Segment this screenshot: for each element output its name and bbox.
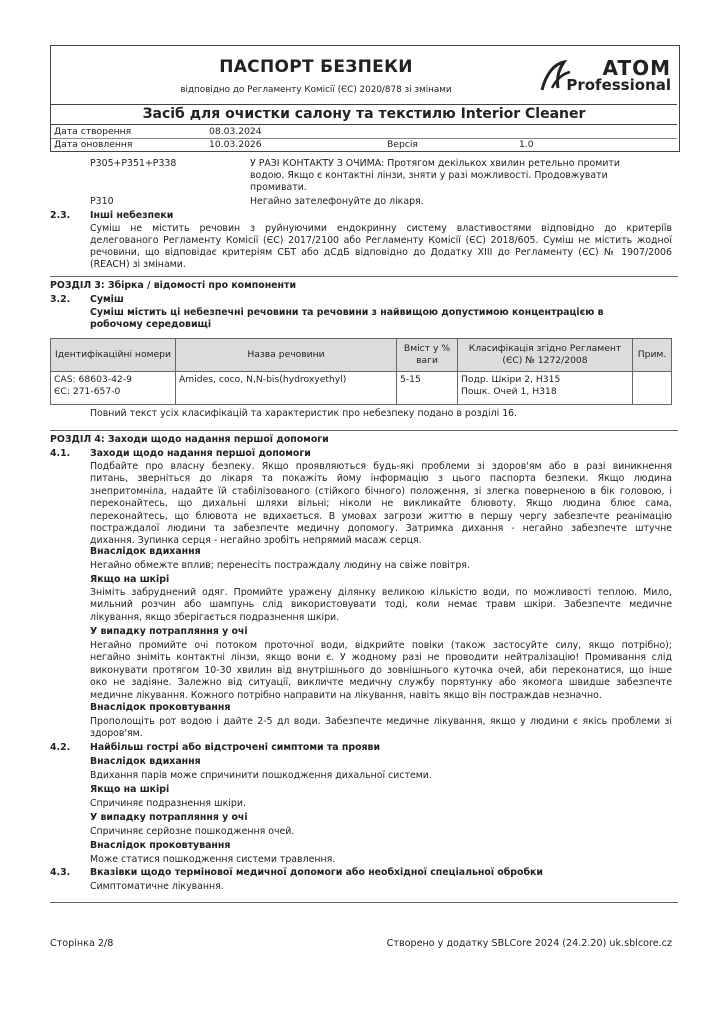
- paragraph-line: Суміш не містить речовин з руйнуючими ендокринну систему властивостями відповідно до критеріїв: [90, 223, 672, 234]
- components-table: [50, 338, 672, 405]
- updated-value: 10.03.2026: [209, 139, 262, 150]
- subheading: Якщо на шкірі: [90, 574, 170, 585]
- paragraph-line: Спричиняє подразнення шкіри.: [90, 798, 246, 809]
- subheading: Внаслідок вдихання: [90, 546, 201, 557]
- software-credit: Створено у додатку SBLCore 2024 (24.2.20) uk.sblcore.cz: [386, 938, 672, 949]
- precaution-text: промивати.: [250, 182, 307, 193]
- precaution-code: P305+P351+P338: [90, 158, 177, 169]
- section-note: Суміш містить ці небезпечні речовини та речовини з найвищою допустимою концентрацією в: [90, 307, 604, 318]
- section-heading: Заходи щодо надання першої допомоги: [90, 448, 311, 459]
- paragraph-line: Зніміть забруднений одяг. Промийте уражену ділянку великою кількістю води, по можливості теплою. Мило,: [90, 587, 672, 598]
- paragraph-line: постраждалої людини та забезпечте медичну допомогу. Затримка дихання - негайно забезпечте штучне: [90, 523, 672, 534]
- section-heading: Інші небезпеки: [90, 210, 174, 221]
- subheading: Внаслідок проковтування: [90, 702, 231, 713]
- subheading: У випадку потрапляння у очі: [90, 626, 248, 637]
- section-heading: Суміш: [90, 294, 124, 305]
- paragraph-line: виконувати протягом 10-30 хвилин від внутрішнього до зовнішнього куточка очей, аби переконатися, що інше: [90, 664, 672, 676]
- paragraph-line: Вдихання парів може спричинити пошкодження дихальної системи.: [90, 770, 432, 781]
- cas-number: CAS: 68603-42-9: [54, 374, 132, 385]
- paragraph-line: Симптоматичне лікування.: [90, 881, 224, 892]
- paragraph-line: негайно зніміть контактні лінзи, якщо вони є. У жодному разі не проводити нейтралізацію! Промивання слід: [90, 652, 672, 664]
- created-row: [51, 125, 677, 139]
- table-cell: [51, 372, 176, 405]
- atom-logo: [536, 56, 671, 96]
- paragraph-line: питань, зверніться до лікаря та покажіть йому інформацію з цього паспорта безпеки. Якщо людина: [90, 473, 672, 485]
- paragraph-line: переконайтесь, що блювота не вдихається. В умовах загрози життю в першу чергу забезпечте реанімацію: [90, 510, 672, 522]
- created-label: Дата створення: [54, 126, 132, 137]
- section-number: 4.3.: [50, 867, 71, 878]
- section-heading: Найбільш гострі або відстрочені симптоми та прояви: [90, 742, 381, 753]
- column-header: Класифікація згідно Регламент (ЄС) № 1272/2008: [458, 339, 633, 372]
- paragraph-line: дихання. Зупинка серця - негайно зробіть непрямий масаж серця.: [90, 535, 422, 547]
- logo-wordmark: ATOM: [602, 56, 671, 80]
- updated-label: Дата оновлення: [54, 139, 133, 150]
- section-title: РОЗДІЛ 3: Збірка / відомості про компоненти: [50, 280, 297, 291]
- document-title: ПАСПОРТ БЕЗПЕКИ: [219, 57, 413, 77]
- product-name: Засіб для очистки салону та текстилю Interior Cleaner: [51, 104, 677, 125]
- paragraph-line: Може статися пошкодження системи травлення.: [90, 854, 336, 865]
- precaution-text: Негайно зателефонуйте до лікаря.: [250, 196, 424, 207]
- precaution-text: У РАЗІ КОНТАКТУ З ОЧИМА: Протягом декількох хвилин ретельно промити: [250, 158, 620, 169]
- table-cell: [633, 372, 672, 405]
- column-header: Прим.: [633, 339, 672, 372]
- paragraph-line: Негайно обмежте вплив; перенесіть постраждалу людину на свіже повітря.: [90, 560, 470, 571]
- paragraph-line: медичне лікування. Кожного потрібно направити на лікування, навіть якщо він постраждав незначно.: [90, 689, 602, 701]
- classification-line: Подр. Шкіри 2, H315: [461, 374, 561, 385]
- paragraph-line: знепритомніла, надайте їй стабілізованого (стійкого бічного) положення, зі злегка поверненою в бік головою, і: [90, 485, 672, 497]
- section-note: робочому середовищі: [90, 319, 212, 330]
- paragraph-line: здоров'ям.: [90, 728, 143, 740]
- column-header: Вміст у % ваги: [397, 339, 458, 372]
- paragraph-line: лікування, якщо зберігається подразнення шкіри.: [90, 611, 340, 623]
- table-row: [51, 372, 672, 405]
- paragraph-line: (REACH) зі змінами.: [90, 259, 186, 270]
- subheading: Якщо на шкірі: [90, 784, 170, 795]
- paragraph-line: делегованого Регламенту Комісії (ЄС) 2017/2100 або Регламенту Комісії (ЄС) 2018/605. Суміш не містить жодної: [90, 235, 672, 246]
- updated-row: [51, 138, 677, 151]
- paragraph-line: мильний розчин або шампунь слід використовувати тоді, коли немає травм шкіри. Забезпечте медичне: [90, 599, 672, 611]
- table-header-row: [51, 339, 672, 372]
- subheading: Внаслідок проковтування: [90, 840, 231, 851]
- section-number: 2.3.: [50, 210, 71, 221]
- section-divider: [50, 276, 678, 277]
- logo-tagline: Professional: [566, 76, 671, 94]
- ec-number: ЄС: 271-657-0: [54, 386, 121, 397]
- precaution-text: водою. Якщо є контактні лінзи, зняти у разі можливості. Продовжувати: [250, 170, 608, 181]
- paragraph-line: речовини, що відповідає критеріям СБТ або дСдБ відповідно до Додатку XIII до Регламенту (ЄС) № 1907/2006: [90, 247, 672, 258]
- paragraph-line: Прополощіть рот водою і дайте 2-5 дл води. Забезпечте медичне лікування, якщо у людини є якісь проблеми зі: [90, 716, 672, 727]
- table-cell: Amides, coco, N,N-bis(hydroxyethyl): [176, 372, 397, 405]
- document-subtitle: відповідно до Регламенту Комісії (ЄС) 2020/878 зі змінами: [180, 85, 452, 95]
- paragraph-line: переконайтесь, що дихальні шляхи вільні; ніколи не викликайте блювоту. Якщо людина блює сама,: [90, 498, 672, 510]
- section-heading: Вказівки щодо термінової медичної допомоги або необхідної спеціальної обробки: [90, 867, 543, 878]
- section-divider: [50, 430, 678, 431]
- version-value: 1.0: [519, 139, 534, 150]
- page-number: Сторінка 2/8: [50, 938, 114, 949]
- section-number: 3.2.: [50, 294, 71, 305]
- column-header: Назва речовини: [176, 339, 397, 372]
- paragraph-line: око не задіяне. Залежно від ситуації, викличте медичну службу порятунку або якомога швидше забезпечте: [90, 677, 672, 689]
- table-cell: [458, 372, 633, 405]
- table-cell: 5-15: [397, 372, 458, 405]
- paragraph-line: Негайно промийте очі потоком проточної води, відкрийте повіки (також застосуйте силу, якщо потрібно);: [90, 640, 672, 651]
- classification-note: Повний текст усіх класифікацій та характеристик про небезпеку подано в розділі 16.: [90, 408, 518, 419]
- section-number: 4.2.: [50, 742, 71, 753]
- created-value: 08.03.2024: [209, 126, 262, 137]
- column-header: Ідентифікаційні номери: [51, 339, 176, 372]
- subheading: Внаслідок вдихання: [90, 756, 201, 767]
- version-label: Версія: [387, 139, 418, 150]
- document-header: [50, 45, 680, 152]
- classification-line: Пошк. Очей 1, H318: [461, 386, 557, 397]
- paragraph-line: Спричиняє серйозне пошкодження очей.: [90, 826, 295, 837]
- precaution-code: P310: [90, 196, 114, 207]
- section-number: 4.1.: [50, 448, 71, 459]
- page-bottom-divider: [50, 902, 678, 903]
- header-title-area: [51, 46, 677, 105]
- paragraph-line: Подбайте про власну безпеку. Якщо проявляються будь-які проблеми зі здоров'ям або в разі виникнення: [90, 461, 672, 472]
- section-title: РОЗДІЛ 4: Заходи щодо надання першої допомоги: [50, 434, 329, 445]
- subheading: У випадку потрапляння у очі: [90, 812, 248, 823]
